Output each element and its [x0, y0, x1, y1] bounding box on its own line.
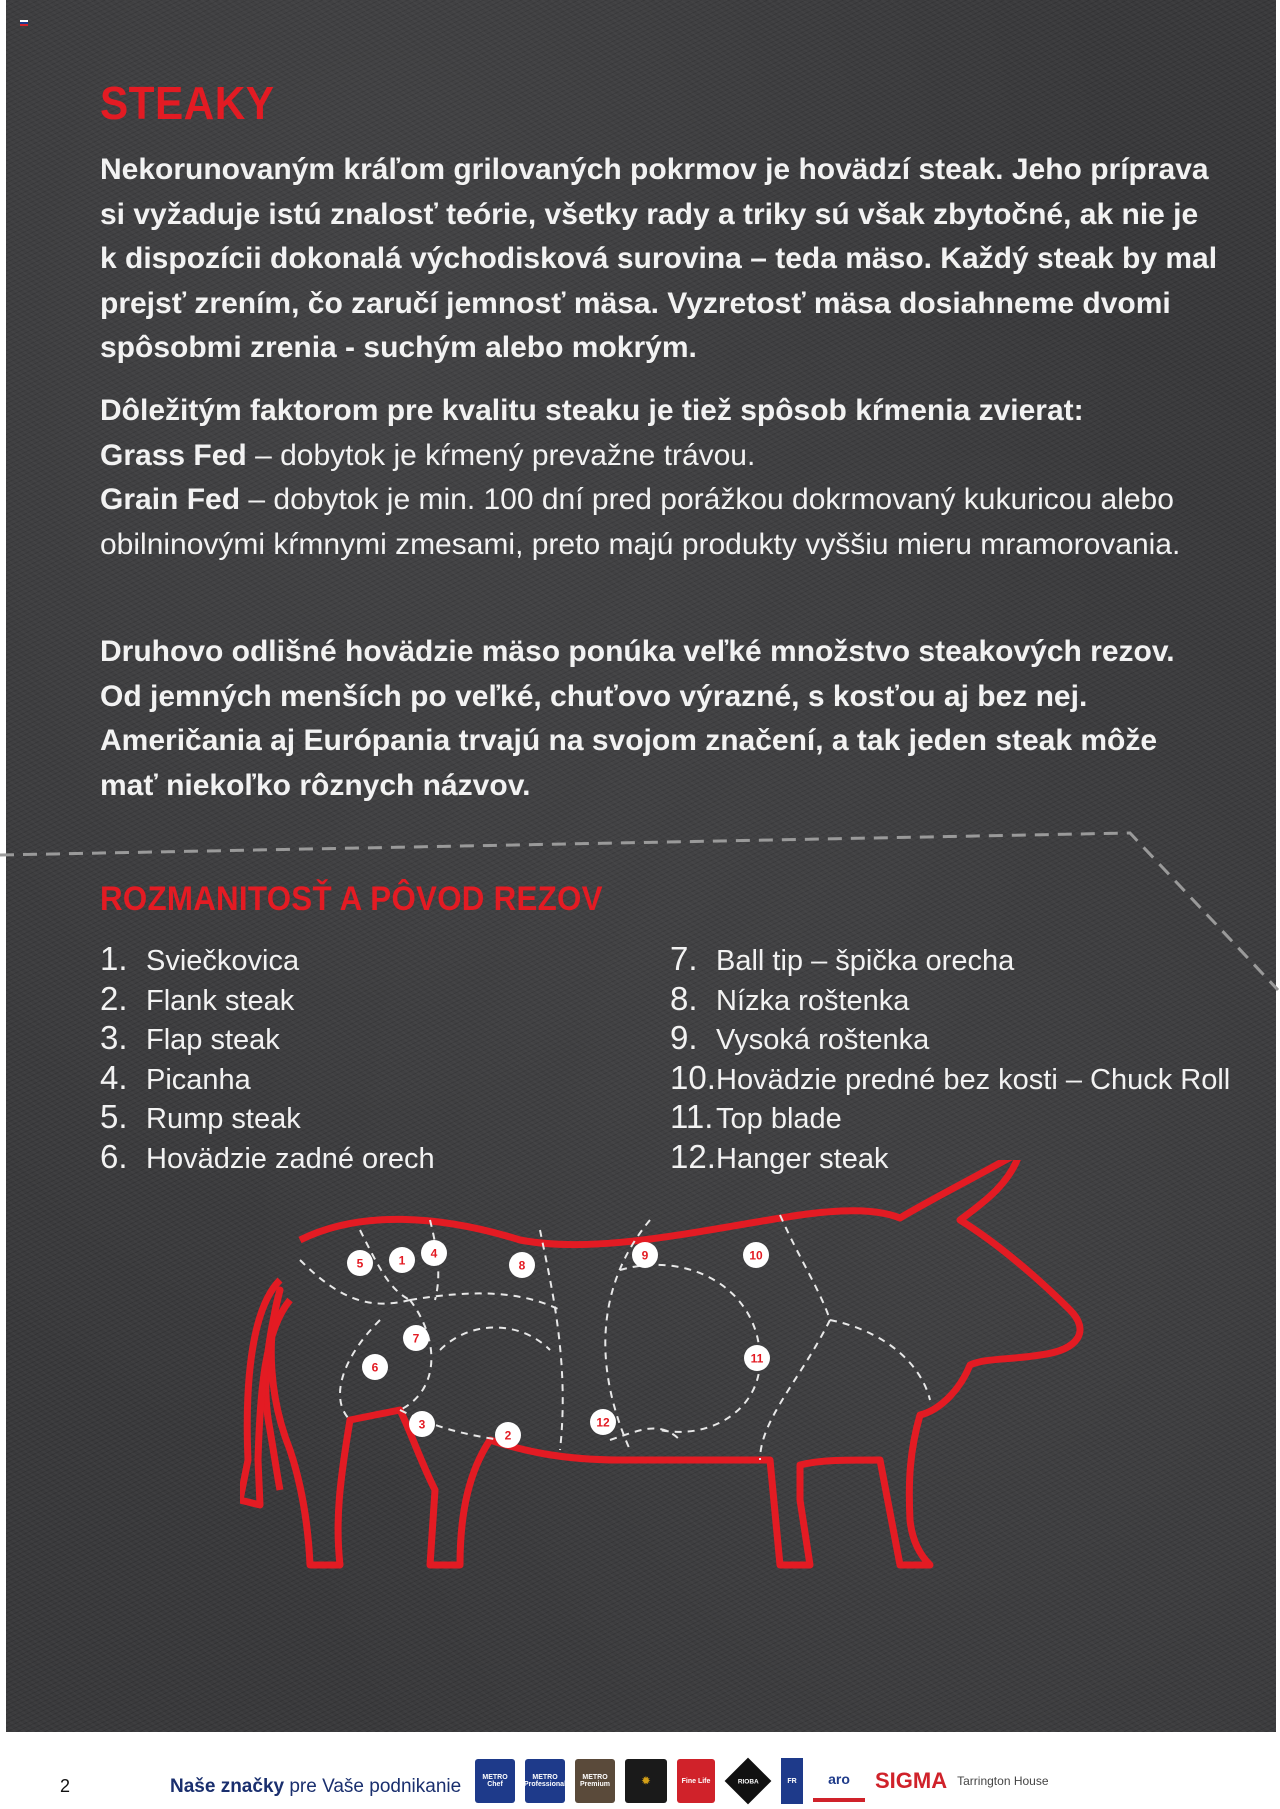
feeding-paragraph	[100, 389, 1220, 567]
intro-paragraph: Nekorunovaným kráľom grilovaných pokrmov je hovädzí steak. Jeho príprava si vyžaduje istú znalosť teórie, všetky rady a triky sú však zbytočné, ak nie je k dispozícii dokonalá východisková surovina – teda mäso. Každý steak by mal prejsť zrením, čo zaručí jemnosť mäsa. Vyzretosť mäsa dosiahneme dvomi spôsobmi zrenia - suchým alebo mokrým.	[100, 153, 1218, 364]
list-item: 10. Hovädzie predné bez kosti – Chuck Roll	[670, 1058, 1231, 1096]
grain-fed-text: – dobytok je min. 100 dní pred porážkou dokrmovaný kukuricou alebo obilninovými kŕmnymi zmesami, preto majú produkty vyššiu mieru mramorovania.	[100, 483, 1181, 561]
cuts-title: ROZMANITOSŤ A PÔVOD REZOV	[100, 880, 603, 918]
brand-logos	[475, 1758, 1049, 1804]
cow-cuts-diagram	[240, 1160, 1100, 1610]
cut-marker-label-11: 11	[750, 1351, 764, 1366]
list-item: 9. Vysoká roštenka	[670, 1019, 930, 1056]
page-title: STEAKY	[100, 77, 275, 129]
cut-marker-label-4: 4	[430, 1246, 438, 1261]
list-item: 2. Flank steak	[100, 979, 295, 1017]
cut-marker-label-3: 3	[418, 1417, 426, 1432]
flag-icon	[20, 20, 28, 26]
tarrington-house-logo: Tarrington House	[957, 1774, 1049, 1788]
cut-marker-label-12: 12	[596, 1415, 610, 1430]
seal-logo: ✹	[625, 1759, 667, 1803]
cuts-list-right	[670, 940, 1230, 1177]
cow-outline	[266, 1160, 1080, 1565]
cut-marker-label-5: 5	[356, 1256, 364, 1271]
list-item: 3. Flap steak	[100, 1019, 280, 1056]
fine-life-logo: Fine Life	[677, 1759, 715, 1803]
list-item: 4. Picanha	[100, 1058, 251, 1096]
metro-chef-logo: METRO Chef	[475, 1759, 515, 1803]
cuts-list-left	[100, 940, 435, 1177]
cut-marker-label-7: 7	[412, 1331, 420, 1346]
cut-marker-label-1: 1	[398, 1253, 406, 1268]
rioba-logo: RIOBA	[725, 1758, 772, 1805]
fr-logo: FR	[781, 1758, 803, 1804]
list-item: 12. Hanger steak	[670, 1137, 889, 1175]
cut-marker-label-8: 8	[518, 1258, 526, 1273]
list-item: 6. Hovädzie zadné orech	[100, 1137, 435, 1175]
cut-marker-label-2: 2	[504, 1428, 512, 1443]
list-item: 5. Rump steak	[100, 1098, 301, 1135]
sigma-logo: SIGMA	[875, 1768, 948, 1793]
list-item: 8. Nízka roštenka	[670, 979, 910, 1017]
cut-marker-label-9: 9	[641, 1248, 649, 1263]
aro-logo: aro	[813, 1760, 865, 1802]
cut-marker-label-6: 6	[371, 1360, 379, 1375]
cow-markers	[347, 1240, 770, 1448]
grass-fed-text: – dobytok je kŕmený prevažne trávou.	[246, 438, 756, 472]
metro-premium-logo: METRO Premium	[575, 1759, 615, 1803]
page-number: 2	[60, 1776, 71, 1796]
footer-tagline: Naše značky pre Vaše podnikanie	[170, 1776, 462, 1797]
list-item: 11. Top blade	[670, 1098, 842, 1135]
grass-fed-label: Grass Fed	[100, 438, 247, 472]
list-item: 7. Ball tip – špička orecha	[670, 940, 1015, 977]
list-item: 1. Sviečkovica	[100, 940, 300, 977]
feeding-heading: Dôležitým faktorom pre kvalitu steaku je tiež spôsob kŕmenia zvierat:	[100, 394, 1084, 427]
grain-fed-label: Grain Fed	[100, 483, 241, 516]
cut-marker-label-10: 10	[749, 1248, 763, 1263]
varieties-paragraph: Druhovo odlišné hovädzie mäso ponúka veľké množstvo steakových rezov. Od jemných menších po veľké, chuťovo výrazné, s kosťou aj bez nej. Američania aj Európania trvajú na svojom značení, a tak jeden steak môže mať niekoľko rôznych názvov.	[100, 635, 1175, 802]
cow-tail	[240, 1280, 290, 1505]
metro-professional-logo: METRO Professional	[525, 1759, 565, 1803]
